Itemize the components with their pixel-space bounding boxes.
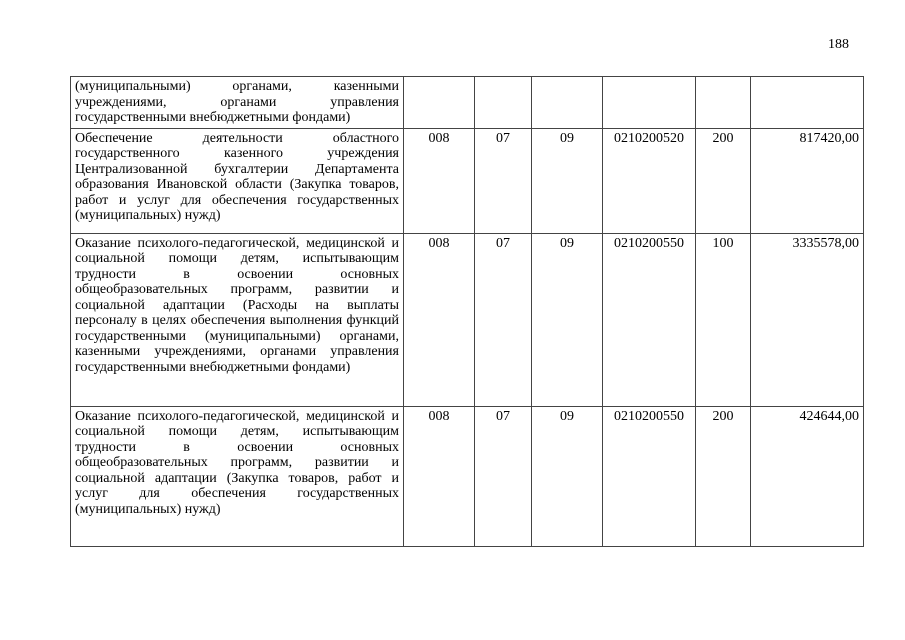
table-row — [71, 406, 864, 546]
row-section-code — [475, 77, 532, 129]
row-section-code: 07 — [475, 233, 532, 406]
row-target-article-code: 0210200550 — [603, 406, 696, 546]
row-grbs-code: 008 — [404, 406, 475, 546]
row-description: (муниципальными) органами, казенными учреждениями, органами управления государственными внебюджетными фондами) — [71, 77, 404, 129]
row-description: Оказание психолого-педагогической, медицинской и социальной помощи детям, испытывающим трудности в освоении основных общеобразовательных программ, развитии и социальной адаптации (Закупка товаров, работ и услуг для обеспечения государственных (муниципальных) нужд) — [71, 406, 404, 546]
row-expense-type-code: 100 — [696, 233, 751, 406]
row-grbs-code — [404, 77, 475, 129]
row-amount: 3335578,00 — [751, 233, 864, 406]
row-section-code: 07 — [475, 128, 532, 233]
row-amount — [751, 77, 864, 129]
row-subsection-code — [532, 77, 603, 129]
row-grbs-code: 008 — [404, 128, 475, 233]
row-amount: 817420,00 — [751, 128, 864, 233]
row-grbs-code: 008 — [404, 233, 475, 406]
page-number: 188 — [828, 37, 849, 52]
row-expense-type-code: 200 — [696, 128, 751, 233]
row-target-article-code: 0210200520 — [603, 128, 696, 233]
row-target-article-code — [603, 77, 696, 129]
row-target-article-code: 0210200550 — [603, 233, 696, 406]
row-expense-type-code: 200 — [696, 406, 751, 546]
row-description: Обеспечение деятельности областного государственного казенного учреждения Централизованной бухгалтерии Департамента образования Ивановской области (Закупка товаров, работ и услуг для обеспечения государственных (муниципальных) нужд) — [71, 128, 404, 233]
row-description: Оказание психолого-педагогической, медицинской и социальной помощи детям, испытывающим трудности в освоении основных общеобразовательных программ, развитии и социальной адаптации (Расходы на выплаты персоналу в целях обеспечения выполнения функций государственными (муниципальными) органами, казенными учреждениями, органами управления государственными внебюджетными фондами) — [71, 233, 404, 406]
budget-table — [70, 76, 864, 547]
row-section-code: 07 — [475, 406, 532, 546]
table-row — [71, 233, 864, 406]
row-subsection-code: 09 — [532, 406, 603, 546]
row-subsection-code: 09 — [532, 128, 603, 233]
row-subsection-code: 09 — [532, 233, 603, 406]
table-row — [71, 77, 864, 129]
table-row — [71, 128, 864, 233]
row-expense-type-code — [696, 77, 751, 129]
row-amount: 424644,00 — [751, 406, 864, 546]
